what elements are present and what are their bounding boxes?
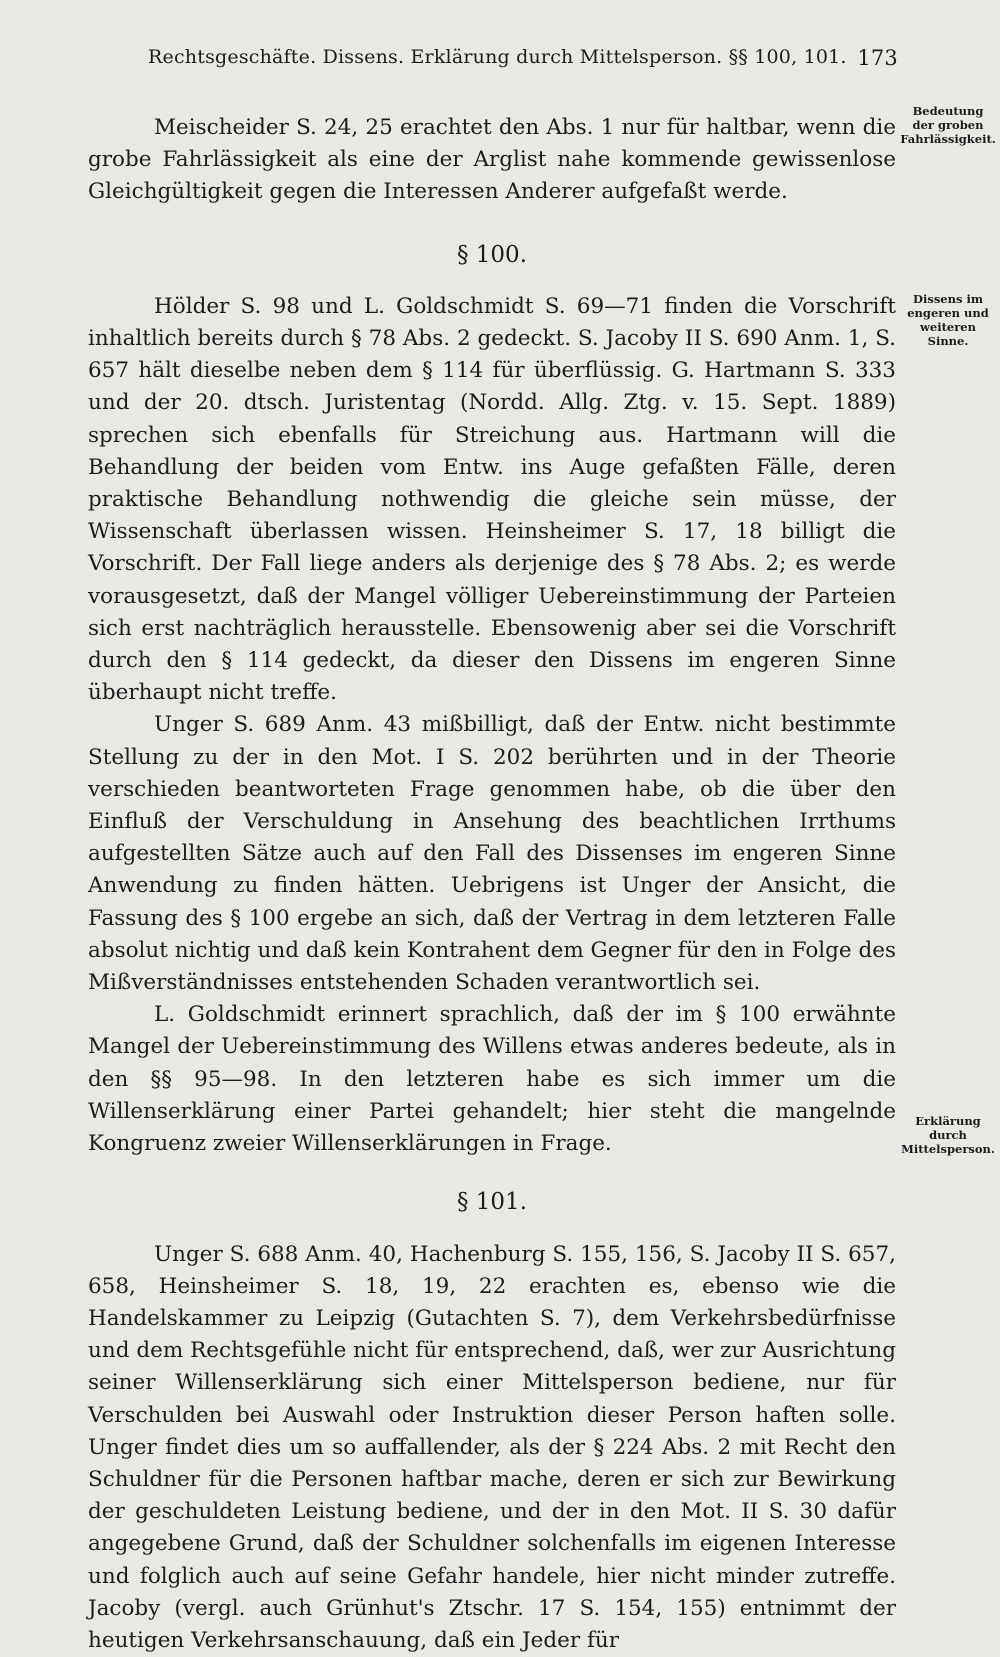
paragraph: Hölder S. 98 und L. Goldschmidt S. 69—71 finden die Vorschrift inhaltlich bereits durch § 78 Abs. 2 gedeckt. S. Jacoby II S. 690 Anm. 1, S. 657 hält dieselbe neben dem § 114 für überflüssig. G. Hartmann S. 333 und der 20. dtsch. Juristentag (Nordd. Allg. Ztg. v. 15. Sept. 1889) sprechen sich ebenfalls für Streichung aus. Hartmann will die Behandlung der beiden vom Entw. ins Auge gefaßten Fälle, deren praktische Behandlung nothwendig die gleiche sein müsse, der Wissenschaft überlassen wissen. Heinsheimer S. 17, 18 billigt die Vorschrift. Der Fall liege anders als derjenige des § 78 Abs. 2; es werde vorausgesetzt, daß der Mangel völliger Uebereinstimmung der Parteien sich erst nachträglich herausstelle. Ebensowenig aber sei die Vorschrift durch den § 114 gedeckt, da dieser den Dissens im engeren Sinne überhaupt nicht treffe. [88, 291, 896, 710]
body-text [88, 112, 896, 1657]
paragraph: Meischeider S. 24, 25 erachtet den Abs. 1 nur für haltbar, wenn die grobe Fahrlässigkeit als eine der Arglist nahe kommende gewissenlose Gleichgültigkeit gegen die Interessen Anderer aufgefaßt werde. [88, 112, 896, 209]
paragraph: L. Goldschmidt erinnert sprachlich, daß der im § 100 erwähnte Mangel der Uebereinstimmung des Willens etwas anderes bedeute, als in den §§ 95—98. In den letzteren habe es sich immer um die Willenserklärung einer Partei gehandelt; hier steht die mangelnde Kongruenz zweier Willenserklärungen in Frage. [88, 999, 896, 1160]
section-heading-100: § 100. [88, 239, 896, 271]
margin-note-grobe-fahrlaessigkeit: Bedeutung der groben Fahrlässigkeit. [900, 104, 996, 146]
paragraph: Unger S. 689 Anm. 43 mißbilligt, daß der Entw. nicht bestimmte Stellung zu der in den Mot. I S. 202 berührten und in der Theorie verschieden beantworteten Frage genommen habe, ob die über den Einfluß der Verschuldung in Ansehung des beachtlichen Irrthums aufgestellten Sätze auch auf den Fall des Dissenses im engeren Sinne Anwendung zu finden hätten. Uebrigens ist Unger der Ansicht, die Fassung des § 100 ergebe an sich, daß der Vertrag in dem letzteren Falle absolut nichtig und daß kein Kontrahent dem Gegner für den in Folge des Mißverständnisses entstehenden Schaden verantwortlich sei. [88, 709, 896, 999]
margin-note-mittelsperson: Erklärung durch Mittelsperson. [900, 1114, 996, 1156]
page-number: 173 [857, 46, 898, 70]
margin-note-dissens: Dissens im engeren und weiteren Sinne. [900, 292, 996, 348]
paragraph: Unger S. 688 Anm. 40, Hachenburg S. 155, 156, S. Jacoby II S. 657, 658, Heinsheimer S. 18, 19, 22 erachten es, ebenso wie die Handelskammer zu Leipzig (Gutachten S. 7), dem Verkehrsbedürfnisse und dem Rechtsgefühle nicht für entsprechend, daß, wer zur Ausrichtung seiner Willenserklärung sich einer Mittelsperson bediene, nur für Verschulden bei Auswahl oder Instruktion dieser Person haften solle. Unger findet dies um so auffallender, als der § 224 Abs. 2 mit Recht den Schuldner für die Personen haftbar mache, deren er sich zur Bewirkung der geschuldeten Leistung bediene, und der in den Mot. II S. 30 dafür angegebene Grund, daß der Schuldner solchenfalls im eigenen Interesse und folglich auch auf seine Gefahr handele, hier nicht minder zutreffe. Jacoby (vergl. auch Grünhut's Ztschr. 17 S. 154, 155) entnimmt der heutigen Verkehrsanschauung, daß ein Jeder für [88, 1239, 896, 1657]
section-heading-101: § 101. [88, 1186, 896, 1218]
header-title: Rechtsgeschäfte. Dissens. Erklärung durch Mittelsperson. §§ 100, 101. [148, 46, 847, 68]
